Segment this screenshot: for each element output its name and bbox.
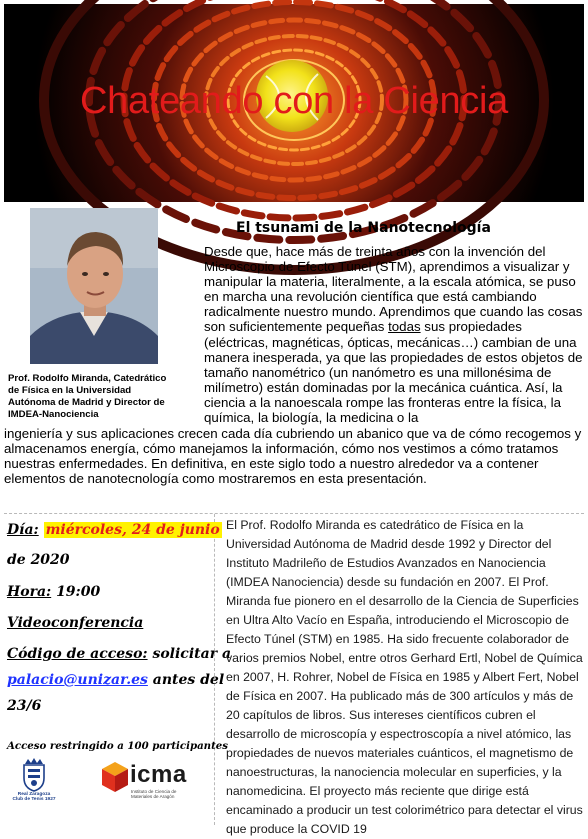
event-day-label: Día: (7, 522, 39, 538)
event-deadline-text: antes del (152, 672, 225, 688)
club-name: Real Zaragoza (17, 792, 51, 797)
column-divider (214, 514, 215, 825)
speaker-caption: Prof. Rodolfo Miranda, Catedrático de Física en la Universidad Autónoma de Madrid y Director de IMDEA-Nanociencia (8, 373, 167, 420)
event-time-label: Hora: (7, 584, 52, 600)
crown-shield-icon (8, 758, 60, 792)
icma-logo (100, 760, 187, 804)
club-logo-text (8, 792, 60, 803)
event-day-value: miércoles, 24 de junio (45, 522, 220, 538)
article-text-2: sus propiedades (eléctricas, magnéticas, ópticas, mecánicas…) cambian de una manera inesperada, ya que las propiedades de estos objetos de tamaño nanométrico (un nanómetro es una millonésima de milímetro) están dominadas por la mecánica cuántica. Así, la ciencia a la nanoescala rompe las fronteras entre la física, la química, la biología, la medicina o la (204, 319, 583, 426)
article-text-1: Desde que, hace más de treinta años con la invención del Microscopio de Efecto Túnel (STM), aprendimos a visualizar y manipular la materia, literalmente, a la escala atómica, se puso en marcha una revolución científica que está cambiando radicalmente nuestro mundo. Aprendimos que cuando las cosas son suficientemente pequeñas (204, 244, 583, 335)
event-mode: Videoconferencia (7, 615, 144, 631)
event-date-line (7, 522, 222, 538)
event-year: de 2020 (7, 552, 70, 568)
event-access-line (7, 646, 231, 662)
banner-title: Chateando con la Ciencia (80, 80, 508, 122)
event-time-line (7, 584, 100, 600)
access-restriction-note: Acceso restringido a 100 participantes (7, 740, 229, 752)
icma-cube-icon (100, 760, 130, 796)
header-banner (4, 4, 584, 202)
email-link[interactable]: palacio@unizar.es (7, 672, 148, 688)
speaker-photo (30, 208, 158, 364)
club-subtitle: Club de Tenis 1927 (12, 797, 56, 803)
event-access-label: Código de acceso: (7, 646, 148, 662)
section-divider (4, 513, 584, 514)
event-deadline-date: 23/6 (7, 698, 42, 714)
article-continuation: ingeniería y sus aplicaciones crecen cada día cubriendo un abanico que va de cómo recogemos y almacenamos energía, cómo manejamos la información, cómo nos vestimos a cómo tratamos nuestras enfermedades. En definitiva, en este siglo todo a nuestro alrededor va a contener elementos de nanotecnología como mostraremos en esta presentación. (4, 426, 582, 487)
speaker-bio: El Prof. Rodolfo Miranda es catedrático de Física en la Universidad Autónoma de Madrid desde 1992 y Director del Instituto Madrileño de Estudios Avanzados en Nanociencia (IMDEA Nanociencia) desde su fundación en 2007. El Prof. Miranda fue pionero en el desarrollo de la Ciencia de Superficies en Ultra Alto Vacío en España, introduciendo el Microscopio de Efecto Túnel (STM) en 1985. Ha sido frecuente colaborador de varios premios Nobel, entre otros Gerhard Ertl, Nobel de Química en 2007, H. Rohrer, Nobel de Física en 1985 y Albert Fert, Nobel de Física en 2007. Ha publicado más de 300 artículos y más de 20 capítulos de libros. Sus intereses científicos cubren el desarrollo de microscopía y espectroscopía a nivel atómico, las propiedades de nuevos materiales cuánticos, el magnetismo de nanoestructuras, la nanociencia molecular en superficies, y la nanomedicina. El proyecto más reciente que dirige está encaminado a producir un test colorimétrico para detectar el virus que produce la COVID 19 (226, 518, 583, 836)
article-title: El tsunami de la Nanotecnología (236, 220, 491, 236)
speaker-portrait-icon (30, 208, 158, 364)
icma-subtitle: Instituto de Ciencia de Materiales de Aragón (131, 789, 177, 799)
club-logo (8, 758, 60, 810)
event-time-value: 19:00 (56, 584, 101, 600)
event-access-text: solicitar a (152, 646, 232, 662)
icma-wordmark: icma (130, 761, 187, 788)
event-email-line (7, 672, 224, 688)
article-emphasis: todas (388, 319, 421, 335)
article-intro (204, 244, 584, 425)
